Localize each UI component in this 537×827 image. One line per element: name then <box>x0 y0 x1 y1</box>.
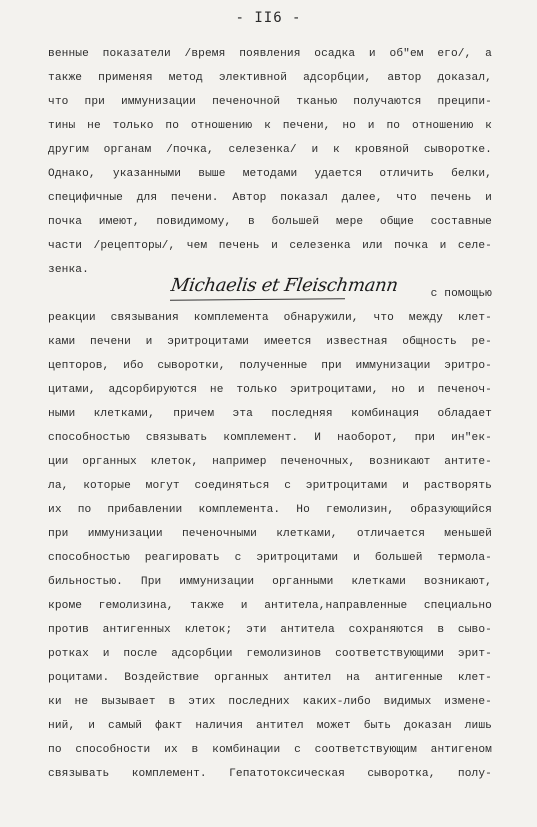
text-line: ний, и самый факт наличия антител может быть доказан лишь <box>48 720 492 732</box>
handwritten-underline <box>170 298 345 301</box>
text-line: их по прибавлении комплемента. Но гемолизин, образующийся <box>48 504 492 516</box>
text-line: способностью связывать комплемент. И наоборот, при ин"ек- <box>48 432 492 444</box>
text-line: части /рецепторы/, чем печень и селезенка или почка и селе- <box>48 240 492 252</box>
text-line: также применяя метод элективной адсорбции, автор доказал, <box>48 72 492 84</box>
handwritten-name-line <box>48 275 492 306</box>
text-line: при иммунизации печеночными клетками, отличается меньшей <box>48 528 492 540</box>
text-line: цепторов, ибо сыворотки, полученные при иммунизации эритро- <box>48 360 492 372</box>
text-line: роцитами. Воздействие органных антител на антигенные клет- <box>48 672 492 684</box>
text-line: ными клетками, причем эта последняя комбинация обладает <box>48 408 492 420</box>
text-line: ки не вызывает в этих последних каких-либо видимых измене- <box>48 696 492 708</box>
text-line: Однако, указанными выше методами удается отличить белки, <box>48 168 492 180</box>
text-line: почка имеют, повидимому, в большей мере общие составные <box>48 216 492 228</box>
text-line: реакции связывания комплемента обнаружили, что между клет- <box>48 312 492 324</box>
text-line: что при иммунизации печеночной тканью получаются преципи- <box>48 96 492 108</box>
text-line: связывать комплемент. Гепатотоксическая сыворотка, полу- <box>48 768 492 780</box>
text-line: другим органам /почка, селезенка/ и к кровяной сыворотке. <box>48 144 492 156</box>
body-text <box>48 42 492 786</box>
text-line: ротках и после адсорбции гемолизинов соответствующими эрит- <box>48 648 492 660</box>
text-line: против антигенных клеток; эти антитела сохраняются в сыво- <box>48 624 492 636</box>
text-line: способностью реагировать с эритроцитами и большей термола- <box>48 552 492 564</box>
text-line: по способности их в комбинации с соответствующим антигеном <box>48 744 492 756</box>
text-line: зенка. <box>48 264 89 276</box>
text-line: цитами, адсорбируются не только эритроцитами, но и печеноч- <box>48 384 492 396</box>
page-number: - II6 - <box>235 10 302 26</box>
text-line-tail: с помощью <box>430 288 492 300</box>
text-line: специфичные для печени. Автор показал далее, что печень и <box>48 192 492 204</box>
handwritten-author-names: Michaelis et Fleischmann <box>169 275 400 296</box>
text-line: ла, которые могут соединяться с эритроцитами и растворять <box>48 480 492 492</box>
text-line: тины не только по отношению к печени, но и по отношению к <box>48 120 492 132</box>
text-line: бильностью. При иммунизации органными клетками возникают, <box>48 576 492 588</box>
text-line: ции органных клеток, например печеночных, возникают антите- <box>48 456 492 468</box>
text-line: ками печени и эритроцитами имеется известная общность ре- <box>48 336 492 348</box>
text-line: кроме гемолизина, также и антитела,направленные специально <box>48 600 492 612</box>
text-line: венные показатели /время появления осадка и об"ем его/, а <box>48 48 492 60</box>
